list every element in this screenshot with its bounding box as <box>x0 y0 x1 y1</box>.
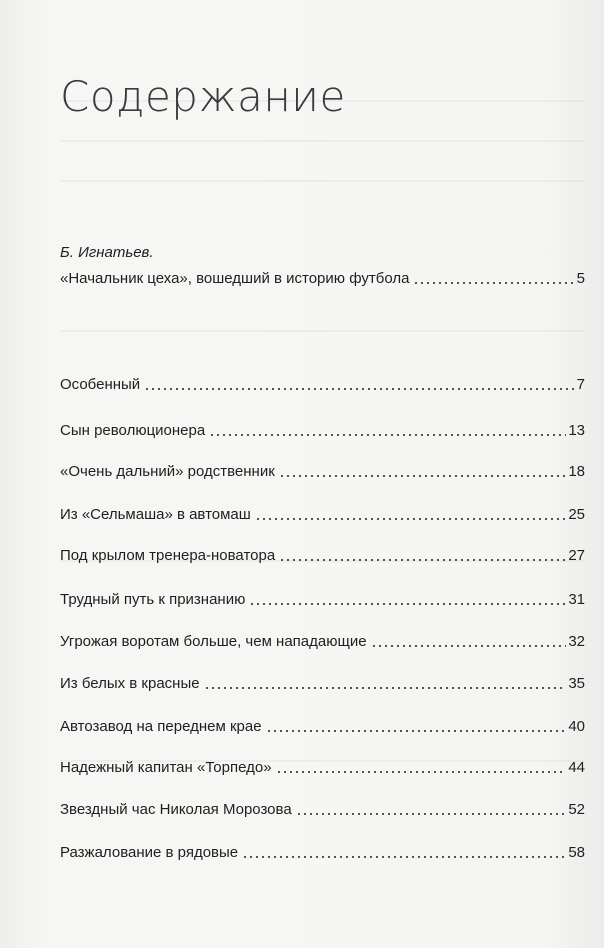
toc-entry <box>60 757 585 777</box>
toc-entry-title: «Начальник цеха», вошедший в историю футбола <box>60 270 410 287</box>
toc-entry-page: 40 <box>568 718 585 735</box>
toc-entry <box>60 268 585 288</box>
author-name: Б. Игнатьев. <box>60 244 154 261</box>
toc-entry-title: Звездный час Николая Морозова <box>60 801 292 818</box>
toc-entry-page: 35 <box>568 675 585 692</box>
toc-entry <box>60 589 585 609</box>
toc-entry-title: Под крылом тренера-новатора <box>60 547 276 564</box>
page-title: Содержание <box>60 72 346 121</box>
dot-leader <box>413 282 574 284</box>
toc-entry-page: 25 <box>568 506 585 523</box>
bleed-through-line <box>60 180 584 182</box>
dot-leader <box>209 434 566 436</box>
dot-leader <box>242 856 566 858</box>
dot-leader <box>371 645 567 647</box>
dot-leader <box>279 475 567 477</box>
dot-leader <box>276 771 567 773</box>
dot-leader <box>296 813 567 815</box>
toc-entry <box>60 461 585 481</box>
bleed-through-line <box>60 140 584 142</box>
toc-entry-page: 52 <box>568 801 585 818</box>
dot-leader <box>255 518 567 520</box>
toc-entry <box>60 545 585 565</box>
toc-entry <box>60 420 585 440</box>
dot-leader <box>266 730 567 732</box>
toc-entry-title: Сын революционера <box>60 422 206 439</box>
toc-entry <box>60 374 585 394</box>
toc-entry <box>60 716 585 736</box>
toc-entry-page: 44 <box>568 759 585 776</box>
toc-entry-title: «Очень дальний» родственник <box>60 463 275 480</box>
dot-leader <box>249 603 566 605</box>
toc-entry-page: 7 <box>576 376 585 393</box>
toc-entry-page: 32 <box>568 633 585 650</box>
dot-leader <box>279 559 566 561</box>
toc-entry <box>60 673 585 693</box>
toc-entry-title: Из «Сельмаша» в автомаш <box>60 506 251 523</box>
toc-entry <box>60 799 585 819</box>
toc-entry-page: 58 <box>568 844 585 861</box>
toc-entry-title: Разжалование в рядовые <box>60 844 239 861</box>
dot-leader <box>204 687 567 689</box>
toc-entry-title: Трудный путь к признанию <box>60 591 246 608</box>
toc-entry <box>60 842 585 862</box>
toc-entry-page: 31 <box>568 591 585 608</box>
dot-leader <box>144 388 574 390</box>
toc-entry-page: 13 <box>568 422 585 439</box>
bleed-through-line <box>60 330 584 332</box>
toc-entry-title: Угрожая воротам больше, чем нападающие <box>60 633 367 650</box>
toc-entry-title: Особенный <box>60 376 141 393</box>
toc-entry-page: 5 <box>576 270 585 287</box>
toc-entry <box>60 504 585 524</box>
toc-entry-page: 18 <box>568 463 585 480</box>
toc-entry-title: Автозавод на переднем крае <box>60 718 262 735</box>
toc-entry-page: 27 <box>568 547 585 564</box>
toc-entry-title: Из белых в красные <box>60 675 200 692</box>
toc-entry <box>60 631 585 651</box>
toc-entry-title: Надежный капитан «Торпедо» <box>60 759 272 776</box>
